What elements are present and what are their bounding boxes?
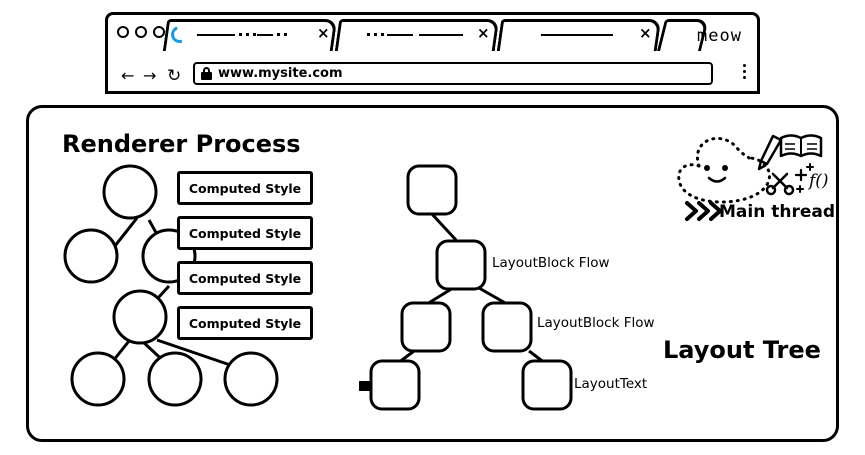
layout-node-label: LayoutText bbox=[574, 376, 648, 392]
browser-toolbar bbox=[105, 54, 760, 94]
tab-1-close-icon[interactable]: × bbox=[317, 24, 330, 42]
tab-1-title-placeholder-2 bbox=[257, 34, 273, 36]
kebab-menu-icon[interactable] bbox=[743, 64, 746, 79]
computed-style-box: Computed Style bbox=[177, 171, 313, 205]
window-control-close-icon[interactable] bbox=[117, 26, 129, 38]
address-bar[interactable] bbox=[193, 62, 713, 85]
layout-node bbox=[402, 303, 450, 351]
browser-window bbox=[105, 12, 760, 94]
window-control-minimize-icon[interactable] bbox=[135, 26, 147, 38]
reload-icon[interactable]: ↻ bbox=[167, 66, 182, 86]
window-control-maximize-icon[interactable] bbox=[153, 26, 165, 38]
tab-2-title-dots bbox=[367, 33, 384, 36]
browser-brand-label: meow bbox=[697, 26, 742, 46]
computed-style-box: Computed Style bbox=[177, 216, 313, 250]
computed-style-box: Computed Style bbox=[177, 261, 313, 295]
layout-tree-title: Layout Tree bbox=[663, 336, 821, 364]
address-bar-url: www.mysite.com bbox=[218, 66, 343, 81]
layout-node bbox=[371, 361, 419, 409]
layout-node-label: LayoutBlock Flow bbox=[537, 315, 655, 331]
tab-2-title-placeholder-2 bbox=[419, 34, 463, 36]
svg-text:f(): f() bbox=[809, 171, 829, 191]
layout-node bbox=[408, 166, 456, 214]
browser-tab-2[interactable] bbox=[335, 19, 499, 51]
main-thread-label: Main thread bbox=[719, 202, 836, 222]
layout-node-label: LayoutBlock Flow bbox=[492, 255, 610, 271]
tab-1-title-dots bbox=[239, 33, 256, 36]
tab-1-title-dots-2 bbox=[277, 33, 287, 36]
tab-3-close-icon[interactable]: × bbox=[639, 24, 652, 42]
page-title: Renderer Process bbox=[62, 130, 301, 158]
forward-icon[interactable]: → bbox=[143, 66, 157, 85]
lock-icon bbox=[201, 67, 212, 80]
tab-2-close-icon[interactable]: × bbox=[477, 24, 490, 42]
layout-node bbox=[437, 241, 485, 289]
renderer-process-panel bbox=[26, 105, 839, 442]
tab-3-title-placeholder bbox=[541, 34, 613, 36]
tab-1-title-placeholder bbox=[197, 34, 235, 36]
back-icon[interactable]: ← bbox=[121, 66, 135, 85]
computed-style-box: Computed Style bbox=[177, 306, 313, 340]
layout-node bbox=[523, 361, 571, 409]
browser-tabstrip bbox=[105, 12, 760, 54]
tab-2-title-placeholder bbox=[387, 34, 413, 36]
layout-tree bbox=[29, 108, 842, 445]
window-controls bbox=[117, 26, 165, 38]
layout-node bbox=[483, 303, 531, 351]
